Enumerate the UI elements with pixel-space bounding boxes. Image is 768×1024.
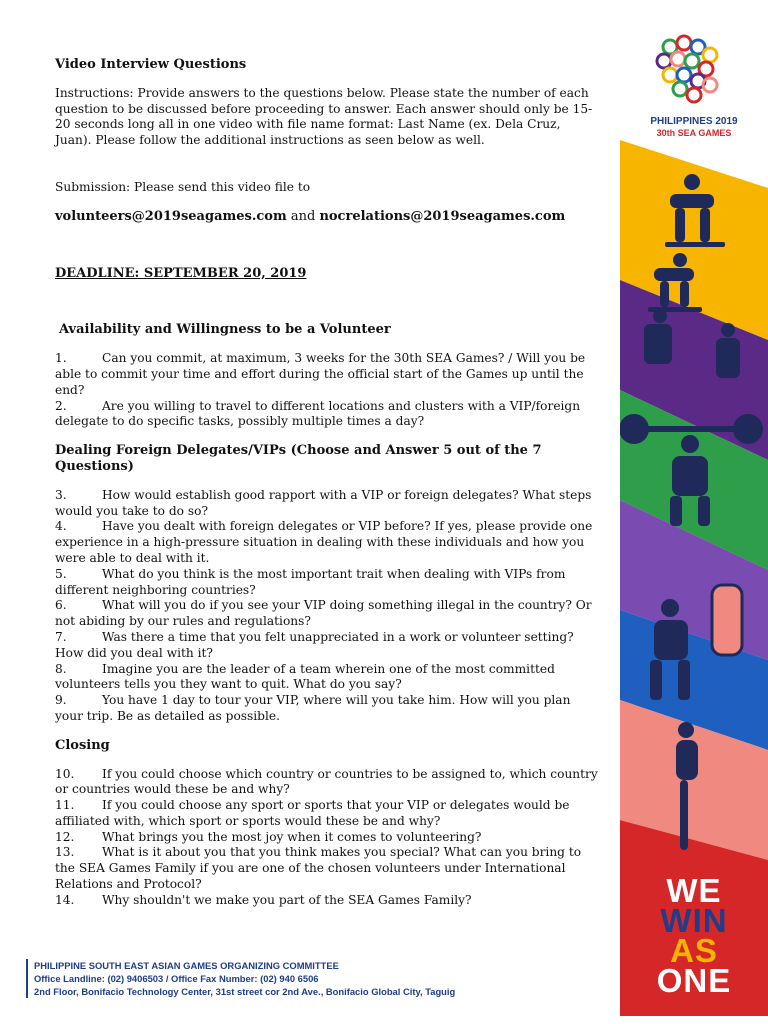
question-item <box>55 693 600 725</box>
document-body <box>55 57 600 909</box>
slogan-word-win: WIN <box>660 902 728 939</box>
question-item <box>55 351 600 398</box>
slogan-word-as: AS <box>670 932 718 969</box>
question-number: 8. <box>55 661 67 676</box>
question-item <box>55 893 600 909</box>
section-heading-foreign-delegates: Dealing Foreign Delegates/VIPs (Choose and Answer 5 out of the 7 Questions) <box>55 443 542 474</box>
question-item <box>55 399 600 431</box>
footer-phone: Office Landline: (02) 9406503 / Office Fax Number: (02) 940 6506 <box>34 973 319 984</box>
question-text: If you could choose which country or countries to be assigned to, which country or countries would these be and why? <box>55 766 598 797</box>
question-number: 9. <box>55 693 67 708</box>
submission-emails <box>55 209 600 225</box>
question-item <box>55 767 600 799</box>
question-text: What is it about you that you think makes you special? What can you bring to the SEA Games Family if you are one of the chosen volunteers under International Relations and Protocol? <box>55 845 582 892</box>
email-and: and <box>290 208 316 224</box>
question-number: 12. <box>55 829 75 844</box>
question-text: You have 1 day to tour your VIP, where will you take him. How will you plan your trip. Be as detailed as possible. <box>55 693 571 723</box>
question-number: 13. <box>55 845 75 860</box>
question-number: 2. <box>55 398 67 413</box>
logo-text-sea-games: 30th SEA GAMES <box>656 128 732 138</box>
question-item <box>55 488 600 520</box>
question-text: What do you think is the most important trait when dealing with VIPs from different neighboring countries? <box>55 566 566 597</box>
question-number: 5. <box>55 566 67 581</box>
question-list-closing <box>55 767 600 909</box>
question-text: Have you dealt with foreign delegates or VIP before? If yes, please provide one experience in a high-pressure situation in dealing with these individuals and how you were able to deal with it. <box>55 519 593 565</box>
section-heading-closing: Closing <box>55 737 110 753</box>
question-item <box>55 845 600 892</box>
instructions-text: Instructions: Provide answers to the questions below. Please state the number of each question to be discussed before proceeding to answer. Each answer should only be 15-20 seconds long all in one video with file name format: Last Name (ex. Dela Cruz, Juan). Please follow the additional instructions as seen below as well. <box>55 85 593 148</box>
question-text: If you could choose any sport or sports that your VIP or delegates would be affiliated with, which sport or sports would these be and why? <box>55 798 570 828</box>
question-text: Why shouldn't we make you part of the SEA Games Family? <box>102 892 472 907</box>
logo-text-philippines: PHILIPPINES 2019 <box>650 116 738 127</box>
question-number: 6. <box>55 598 67 613</box>
document-title: Video Interview Questions <box>55 57 247 72</box>
question-text: What will you do if you see your VIP doing something illegal in the country? Or not abiding by our rules and regulations? <box>55 598 592 629</box>
question-item <box>55 830 600 846</box>
section-heading-availability: Availability and Willingness to be a Volunteer <box>59 322 391 338</box>
question-list-foreign-delegates <box>55 488 600 725</box>
question-number: 1. <box>55 351 67 366</box>
footer-contact <box>26 959 455 998</box>
sea-games-banner <box>620 0 768 1024</box>
question-list-availability <box>55 351 600 430</box>
question-item <box>55 567 600 599</box>
question-item <box>55 662 600 694</box>
question-number: 4. <box>55 519 67 534</box>
question-text: Are you willing to travel to different locations and clusters with a VIP/foreign delegate to do specific tasks, possibly multiple times a day? <box>55 398 581 429</box>
question-number: 10. <box>55 766 75 781</box>
submission-text: Submission: Please send this video file to <box>55 179 311 194</box>
question-item <box>55 798 600 830</box>
deadline-text: DEADLINE: SEPTEMBER 20, 2019 <box>55 265 307 281</box>
footer-org-name: PHILIPPINE SOUTH EAST ASIAN GAMES ORGANIZING COMMITTEE <box>34 960 339 971</box>
question-number: 3. <box>55 487 67 502</box>
slogan-word-one: ONE <box>656 962 732 999</box>
question-number: 7. <box>55 629 67 644</box>
question-item <box>55 519 600 566</box>
question-item <box>55 598 600 630</box>
question-text: What brings you the most joy when it comes to volunteering? <box>102 829 482 844</box>
question-number: 11. <box>55 798 75 813</box>
question-number: 14. <box>55 892 75 907</box>
email-volunteers[interactable]: volunteers@2019seagames.com <box>55 208 287 224</box>
question-text: Was there a time that you felt unappreciated in a work or volunteer setting? How did you deal with it? <box>55 629 574 660</box>
question-text: Imagine you are the leader of a team wherein one of the most committed volunteers tells you they want to quit. What do you say? <box>55 661 555 692</box>
slogan-word-we: WE <box>666 872 722 909</box>
question-text: Can you commit, at maximum, 3 weeks for the 30th SEA Games? / Will you be able to commit your time and effort during the official start of the Games up until the end? <box>55 351 586 397</box>
footer-address: 2nd Floor, Bonifacio Technology Center, 31st street cor 2nd Ave., Bonifacio Global City, Taguig <box>34 986 456 997</box>
email-nocrelations[interactable]: nocrelations@2019seagames.com <box>319 208 566 224</box>
question-item <box>55 630 600 662</box>
question-text: How would establish good rapport with a VIP or foreign delegates? What steps would you take to do so? <box>55 487 592 518</box>
